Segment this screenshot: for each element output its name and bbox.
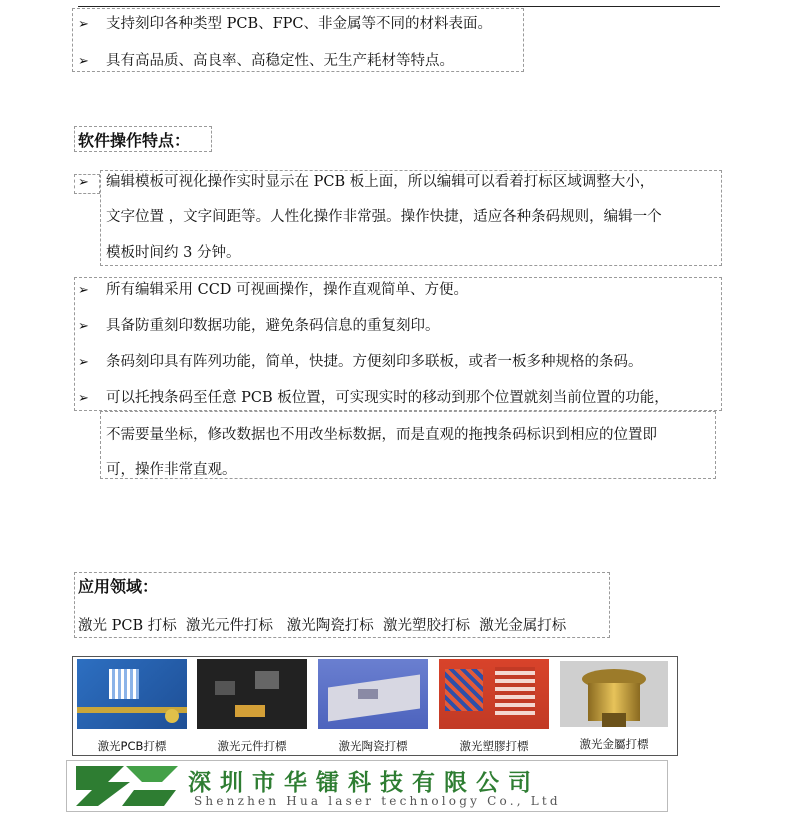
applications-line: 激光 PCB 打标 激光元件打标 激光陶瓷打标 激光塑胶打标 激光金属打标 (78, 618, 567, 634)
company-name-en: Shenzhen Hua laser technology Co., Ltd (194, 794, 561, 808)
arrow-bullet-icon: ➢ (78, 175, 89, 190)
software-block-1-line: 模板时间约 3 分钟。 (106, 245, 241, 261)
arrow-bullet-icon: ➢ (78, 54, 89, 69)
arrow-bullet-icon: ➢ (78, 319, 89, 334)
arrow-bullet-icon: ➢ (78, 355, 89, 370)
company-logo-icon (72, 764, 182, 808)
component-marking-image (197, 659, 307, 729)
caption-pcb: 激光PCB打標 (97, 739, 167, 753)
software-block-2-item: ➢ 所有编辑采用 CCD 可视画操作，操作直观简单、方便。 (78, 272, 468, 309)
caption-metal: 激光金屬打標 (579, 737, 649, 751)
software-block-2-item: ➢ 可以托拽条码至任意 PCB 板位置，可实现实时的移动到那个位置就刻当前位置的功能， (78, 380, 669, 417)
pcb-marking-image (77, 659, 187, 729)
software-block-2-item: ➢ 条码刻印具有阵列功能，简单，快捷。方便刻印多联板，或者一板多种规格的条码。 (78, 344, 643, 381)
caption-component: 激光元件打標 (217, 739, 287, 753)
caption-ceramic: 激光陶瓷打標 (338, 739, 408, 753)
software-heading: 软件操作特点： (78, 131, 191, 150)
software-block-1-line: 文字位置 ，文字间距等。人性化操作非常强。操作快捷，适应各种条码规则，编辑一个 (106, 209, 662, 225)
feature-item: ➢ 具有高品质、高良率、高稳定性、无生产耗材等特点。 (78, 43, 454, 80)
arrow-bullet-icon: ➢ (78, 391, 89, 406)
caption-plastic: 激光塑膠打標 (459, 739, 529, 753)
software-block-2-line: 不需要量坐标，修改数据也不用改坐标数据，而是直观的拖拽条码标识到相应的位置即 (106, 427, 657, 443)
arrow-bullet-icon: ➢ (78, 283, 89, 298)
metal-marking-image (560, 661, 668, 727)
software-block-2-item: ➢ 具备防重刻印数据功能，避免条码信息的重复刻印。 (78, 308, 440, 345)
software-block-1-line: ➢ 编辑模板可视化操作实时显示在 PCB 板上面，所以编辑可以看着打标区域调整大小， (78, 164, 654, 201)
company-name-cn: 深圳市华镭科技有限公司 (188, 770, 540, 796)
feature-item: ➢ 支持刻印各种类型 PCB、FPC、非金属等不同的材料表面。 (78, 6, 492, 43)
software-block-2-line: 可，操作非常直观。 (106, 462, 237, 478)
plastic-marking-image (439, 659, 549, 729)
applications-heading: 应用领域： (78, 577, 159, 596)
arrow-bullet-icon: ➢ (78, 17, 89, 32)
ceramic-marking-image (318, 659, 428, 729)
